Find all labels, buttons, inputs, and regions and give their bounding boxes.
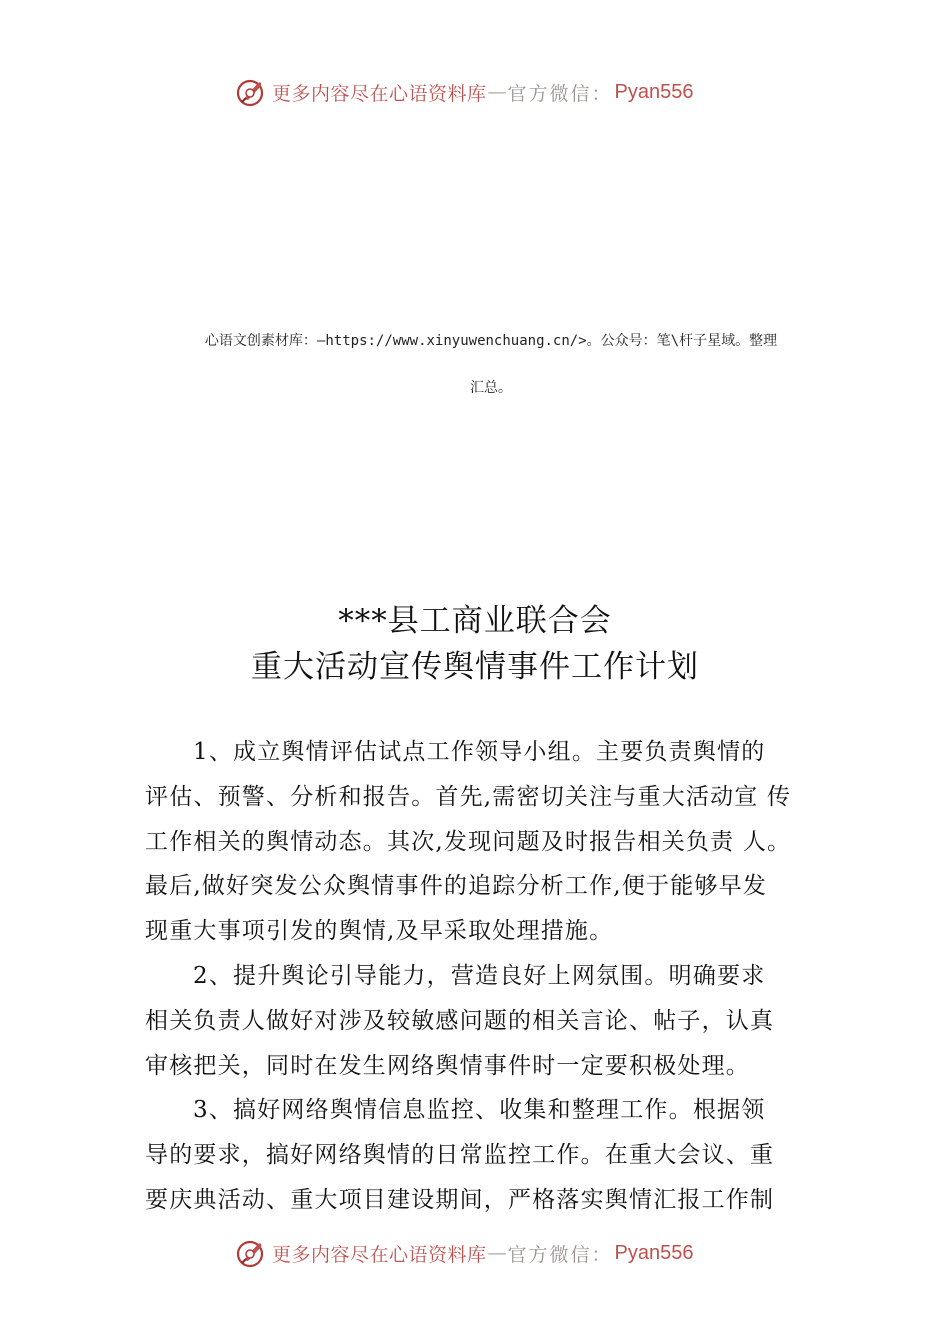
body-line: 审核把关，同时在发生网络舆情事件时一定要积极处理。 [145,1052,750,1079]
footer-banner [234,1233,754,1273]
body-line: 导的要求，搞好网络舆情的日常监控工作。在重大会议、重 [145,1142,775,1169]
document-body [145,730,815,1223]
source-note-line-1: 心语文创素材库：—https://www.xinyuwenchuang.cn/>。公众号：笔\杆子星域。整理 [204,333,778,349]
body-line: 3、搞好网络舆情信息监控、收集和整理工作。根据领 [193,1097,766,1124]
banner-wechat-id: Pyan556 [614,80,694,103]
banner-wechat-id: Pyan556 [614,1241,694,1264]
banner-dash: — [487,1242,507,1264]
body-line: 要庆典活动、重大项目建设期间，严格落实舆情汇报工作制 [145,1186,775,1213]
banner-main-text: 更多内容尽在心语资料库 [272,82,487,105]
body-line: 最后,做好突发公众舆情事件的追踪分析工作,便于能够早发 [145,873,768,900]
body-line: 1、成立舆情评估试点工作领导小组。主要负责舆情的 [193,739,766,765]
body-line: 现重大事项引发的舆情,及早采取处理措施。 [145,918,614,945]
banner-dash: — [487,81,507,103]
quill-seal-logo-icon [234,1236,268,1270]
quill-seal-logo-icon [234,75,268,109]
body-line: 工作相关的舆情动态。其次,发现问题及时报告相关负责 人。 [145,828,792,855]
banner-main-text: 更多内容尽在心语资料库 [272,1243,487,1266]
banner-wechat-label: 官方微信： [507,82,613,105]
body-line: 2、提升舆论引导能力，营造良好上网氛围。明确要求 [193,962,766,989]
title-line-1: ***县工商业联合会 [338,603,612,639]
source-note [146,318,836,412]
banner-wechat-label: 官方微信： [507,1243,613,1266]
body-line: 评估、预警、分析和报告。首先,需密切关注与重大活动宣 传 [145,783,792,810]
document-title [0,598,950,690]
title-line-2: 重大活动宣传舆情事件工作计划 [251,649,699,685]
header-banner [234,72,754,112]
source-note-line-2: 汇总。 [470,380,512,396]
body-line: 相关负责人做好对涉及较敏感问题的相关言论、帖子，认真 [145,1007,775,1034]
